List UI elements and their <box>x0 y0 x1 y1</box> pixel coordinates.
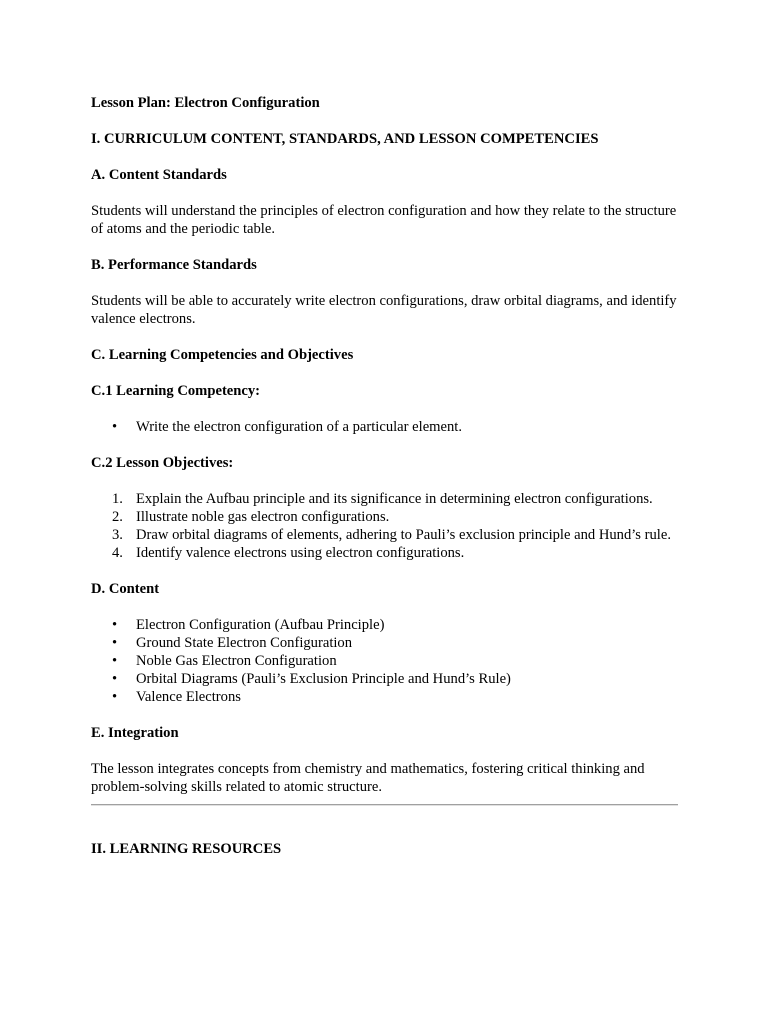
list-item <box>91 652 681 670</box>
horizontal-divider <box>91 804 678 806</box>
bullet-icon: • <box>112 671 118 687</box>
list-item-text: Noble Gas Electron Configuration <box>136 653 337 669</box>
list-item <box>91 526 681 544</box>
performance-standards-heading: B. Performance Standards <box>91 257 257 273</box>
performance-standards-text: Students will be able to accurately write electron configurations, draw orbital diagrams, and identify valence electrons. <box>91 293 677 327</box>
list-number: 1. <box>112 491 123 507</box>
list-item-text: Draw orbital diagrams of elements, adhering to Pauli’s exclusion principle and Hund’s rule. <box>136 527 671 543</box>
list-item-text: Valence Electrons <box>136 689 241 705</box>
learning-competency-list <box>91 418 681 436</box>
list-item-text: Ground State Electron Configuration <box>136 635 353 651</box>
bullet-icon: • <box>112 635 118 651</box>
content-list <box>91 616 681 706</box>
bullet-icon: • <box>112 653 118 669</box>
learning-competency-subheading: C.1 Learning Competency: <box>91 383 261 399</box>
bullet-icon: • <box>112 689 118 705</box>
list-item-text: Orbital Diagrams (Pauli’s Exclusion Principle and Hund’s Rule) <box>136 671 511 687</box>
list-number: 4. <box>112 545 123 561</box>
bullet-icon: • <box>112 617 118 633</box>
list-item <box>91 490 681 508</box>
list-item-text: Electron Configuration (Aufbau Principle) <box>136 617 385 633</box>
lesson-objectives-list <box>91 490 681 562</box>
list-item-text: Illustrate noble gas electron configurations. <box>136 509 390 525</box>
list-item <box>91 508 681 526</box>
content-heading: D. Content <box>91 581 160 597</box>
learning-competencies-heading: C. Learning Competencies and Objectives <box>91 347 354 363</box>
section-1-heading: I. CURRICULUM CONTENT, STANDARDS, AND LESSON COMPETENCIES <box>91 131 599 147</box>
list-item-text: Identify valence electrons using electron configurations. <box>136 545 465 561</box>
list-item <box>91 688 681 706</box>
list-number: 3. <box>112 527 123 543</box>
list-item <box>91 634 681 652</box>
section-2-heading: II. LEARNING RESOURCES <box>91 841 282 857</box>
content-standards-text: Students will understand the principles of electron configuration and how they relate to the structure of atoms and the periodic table. <box>91 203 677 237</box>
list-item-text: Explain the Aufbau principle and its significance in determining electron configurations. <box>136 491 653 507</box>
document-page <box>91 94 681 858</box>
list-item <box>91 670 681 688</box>
bullet-icon: • <box>112 419 118 435</box>
document-title: Lesson Plan: Electron Configuration <box>91 95 320 111</box>
list-number: 2. <box>112 509 123 525</box>
list-item <box>91 616 681 634</box>
integration-heading: E. Integration <box>91 725 179 741</box>
list-item <box>91 418 681 436</box>
content-standards-heading: A. Content Standards <box>91 167 227 183</box>
lesson-objectives-subheading: C.2 Lesson Objectives: <box>91 455 234 471</box>
integration-text: The lesson integrates concepts from chemistry and mathematics, fostering critical thinking and problem-solving skills related to atomic structure. <box>91 761 645 795</box>
list-item-text: Write the electron configuration of a particular element. <box>136 419 463 435</box>
list-item <box>91 544 681 562</box>
